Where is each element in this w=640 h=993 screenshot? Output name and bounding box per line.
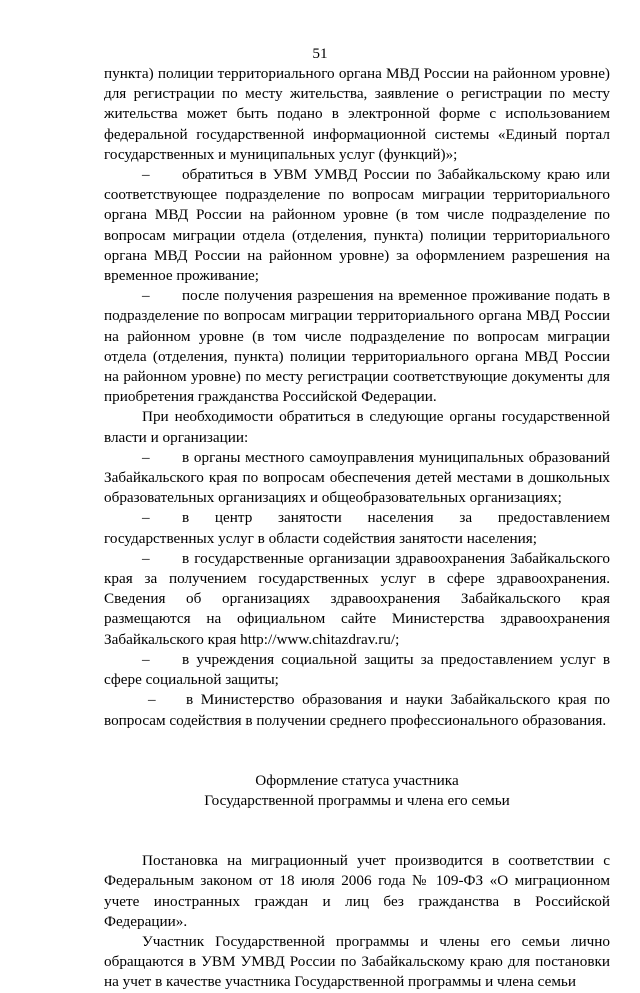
list-item-text: в центр занятости населения за предоставлением государственных услуг в области содействия занятости населения; xyxy=(104,509,610,547)
section-heading-line-2: Государственной программы и члена его семьи xyxy=(204,791,510,809)
dash-marker: – xyxy=(142,287,150,305)
list-item-local-government xyxy=(104,448,610,509)
spacer xyxy=(104,811,610,831)
page-number: 51 xyxy=(312,45,328,62)
dash-marker: – xyxy=(148,691,156,709)
list-item-ministry-education xyxy=(104,690,610,730)
dash-marker: – xyxy=(142,166,150,184)
list-item-text: в учреждения социальной защиты за предоставлением услуг в сфере социальной защиты; xyxy=(104,650,610,689)
paragraph-migration-registration: Постановка на миграционный учет производится в соответствии с Федеральным законом от 18 июля 2006 года № 109-ФЗ «О миграционном учете иностранных граждан и лиц без гражданства в Российской Федерации». xyxy=(104,852,610,930)
page-content xyxy=(104,64,610,993)
paragraph-authorities-intro: При необходимости обратиться в следующие органы государственной власти и организации: xyxy=(104,408,610,446)
list-item-text: в Министерство образования и науки Забайкальского края по вопросам содействия в получении среднего профессионального образования. xyxy=(104,691,610,729)
spacer xyxy=(104,831,610,851)
list-item-healthcare xyxy=(104,549,610,650)
list-item-social-protection xyxy=(104,650,610,690)
spacer xyxy=(104,731,610,751)
list-item-employment-center xyxy=(104,508,610,548)
list-item-text: обратиться в УВМ УМВД России по Забайкальскому краю или соответствующее подразделение по вопросам миграции территориального органа МВД России на районном уровне (в том числе подразделение по вопросам миграции отдела (отделения, пункта) полиции территориального органа МВД России на районном уровне) за оформлением разрешения на временное проживание; xyxy=(104,166,610,285)
list-item-citizenship-documents xyxy=(104,286,610,407)
list-item-temporary-residence xyxy=(104,165,610,286)
spacer xyxy=(104,751,610,771)
list-item-text: в государственные организации здравоохранения Забайкальского края за получением государственных услуг в сфере здравоохранения. Сведения об организациях здравоохранения Забайкальского края размещаются на официальном сайте Министерства здравоохранения Забайкальского края http://www.chitazdrav.ru/; xyxy=(104,549,610,648)
list-item-text: после получения разрешения на временное проживание подать в подразделение по вопросам миграции территориального органа МВД России на районном уровне (в том числе подразделение по вопросам миграции отдела (отделения, пункта) полиции территориального органа МВД России на районном уровне) по месту регистрации соответствующие документы для приобретения гражданства Российской Федерации. xyxy=(104,287,610,406)
paragraph-registration-continued: пункта) полиции территориального органа МВД России на районном уровне) для регистрации по месту жительства, заявление о регистрации по месту жительства может быть подано в электронной форме с использованием федеральной государственной информационной системы «Единый портал государственных и муниципальных услуг (функций)»; xyxy=(104,65,610,163)
list-item-text: в органы местного самоуправления муниципальных образований Забайкальского края по вопросам обеспечения детей местами в дошкольных образовательных организациях и общеобразовательных организациях; xyxy=(104,448,610,507)
paragraph-participant-registration: Участник Государственной программы и члены его семьи лично обращаются в УВМ УМВД России по Забайкальскому краю для постановки на учет в качестве участника Государственной программы и члена семьи xyxy=(104,932,610,991)
dash-marker: – xyxy=(142,509,150,527)
dash-marker: – xyxy=(142,650,150,668)
dash-marker: – xyxy=(142,448,150,466)
section-heading-line-1: Оформление статуса участника xyxy=(255,771,459,789)
dash-marker: – xyxy=(142,549,150,567)
